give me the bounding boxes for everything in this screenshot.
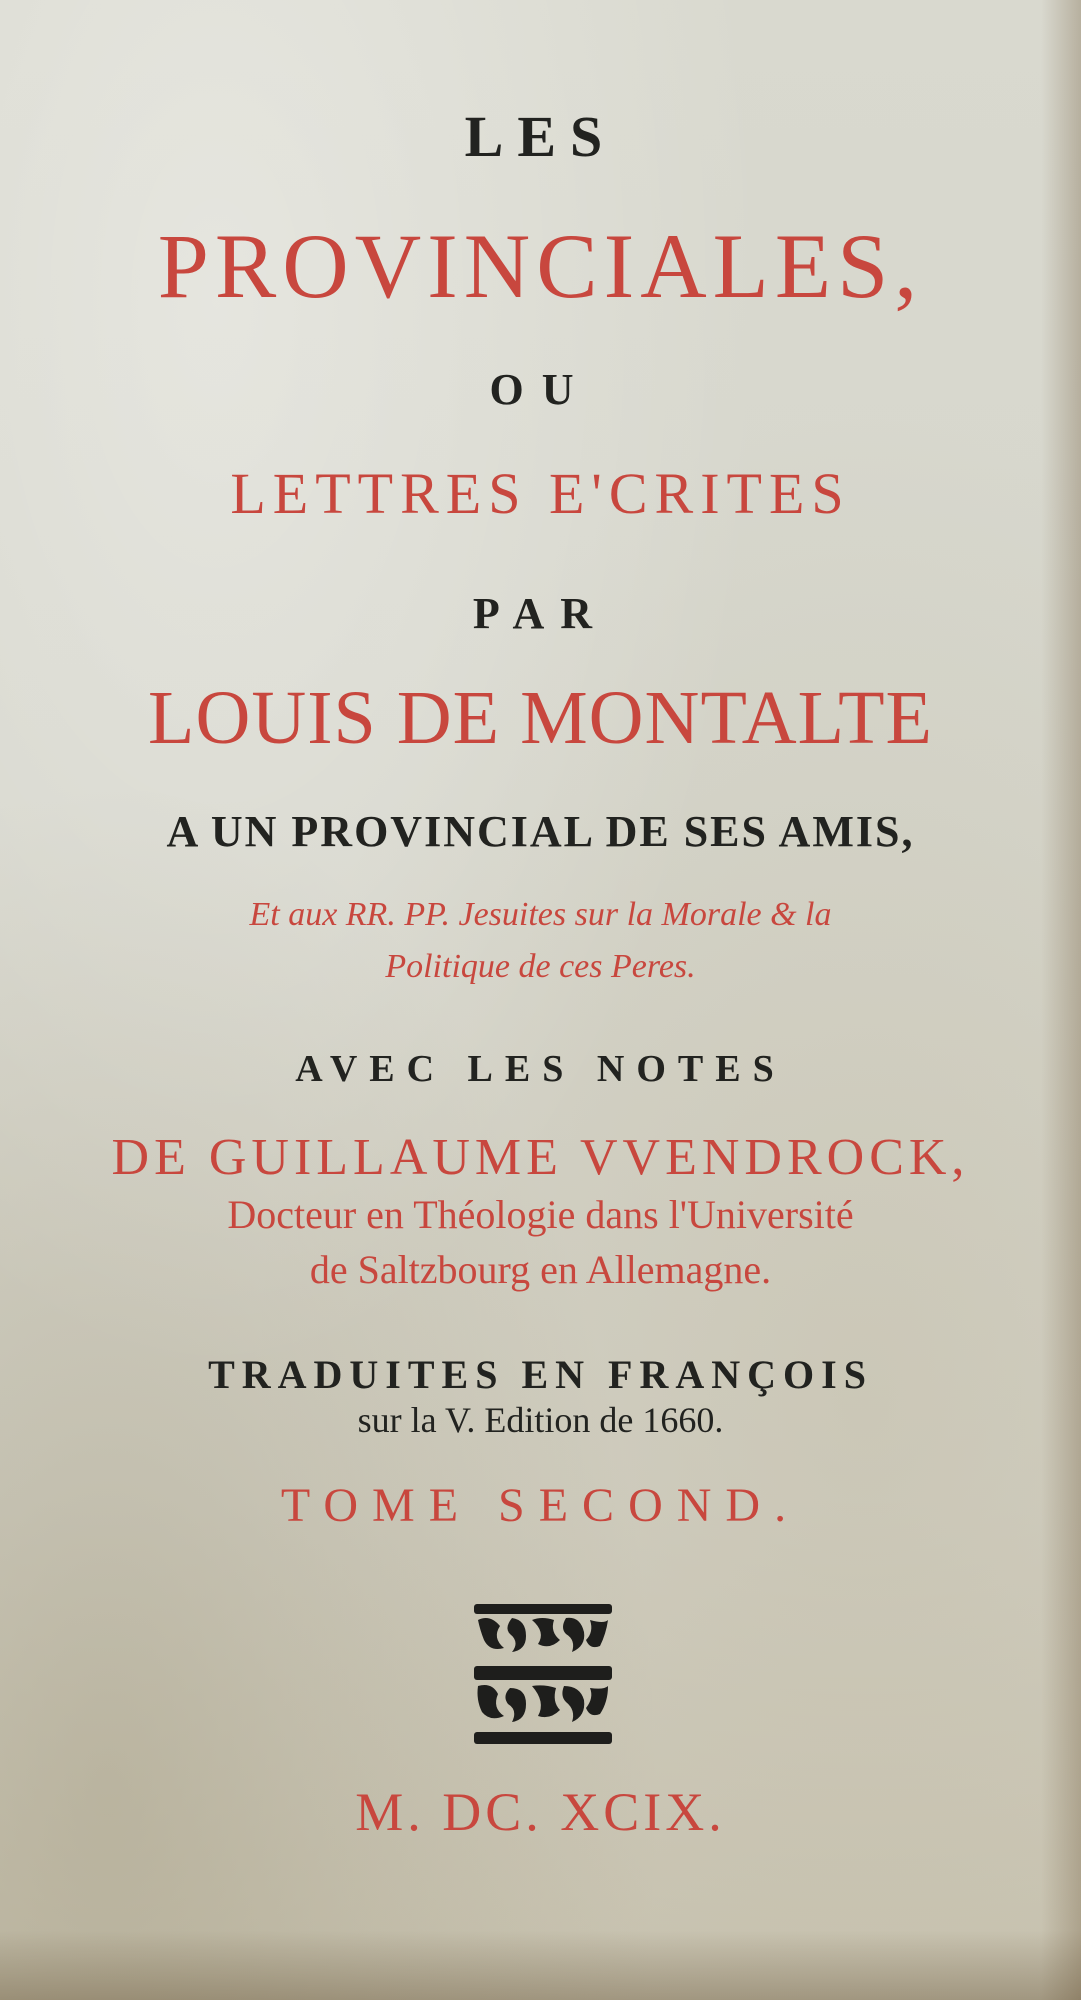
title-ou: OU [489,365,592,414]
annotator-name: DE GUILLAUME VVENDROCK, [111,1129,970,1186]
author-name: LOUIS DE MONTALTE [148,676,933,760]
translation-line: TRADUITES EN FRANÇOIS [208,1352,873,1397]
page-bottom-shadow [0,1930,1081,2000]
recipient-line: A UN PROVINCIAL DE SES AMIS, [166,807,915,856]
subject-line-2: Politique de ces Peres. [385,948,696,985]
printers-ornament-icon [468,1600,618,1748]
annotator-title-1: Docteur en Théologie dans l'Université [227,1192,854,1237]
title-par: PAR [472,589,609,638]
annotator-title-2: de Saltzbourg en Allemagne. [309,1247,772,1292]
edition-line: sur la V. Edition de 1660. [357,1400,724,1440]
volume-line: TOME SECOND. [280,1479,801,1532]
title-les: LES [464,104,617,169]
avec-les-notes: AVEC LES NOTES [295,1048,786,1090]
publication-date: M. DC. XCIX. [355,1782,726,1842]
title-provinciales: PROVINCIALES, [157,215,924,317]
page-edge-shadow [1041,0,1081,2000]
subject-line-1: Et aux RR. PP. Jesuites sur la Morale & la [249,896,832,933]
title-lettres-ecrites: LETTRES E'CRITES [230,461,851,526]
